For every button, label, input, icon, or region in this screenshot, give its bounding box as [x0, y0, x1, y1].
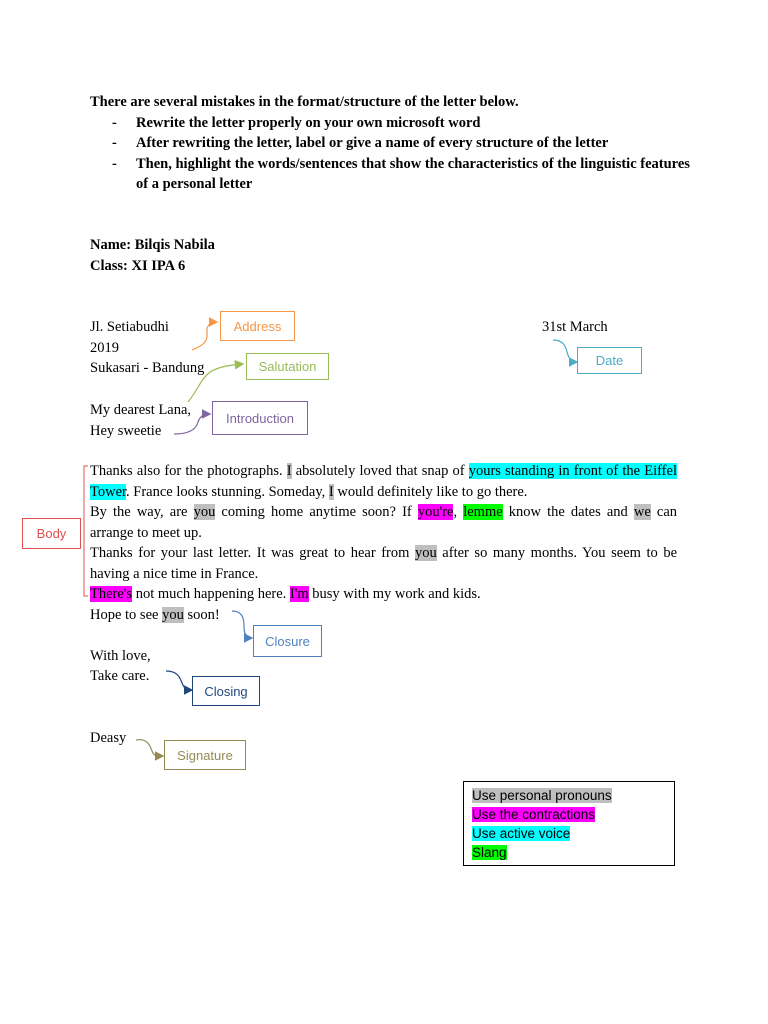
bullet: - — [112, 156, 117, 172]
legend-item — [472, 824, 666, 843]
student-name: Name: Bilqis Nabila — [90, 237, 215, 253]
signature: Deasy — [90, 730, 127, 746]
salutation-line: Hey sweetie — [90, 423, 162, 439]
letter-date: 31st March — [542, 319, 608, 335]
body-paragraph — [90, 605, 677, 626]
instruction-item — [90, 154, 690, 194]
legend-text: Use active voice — [472, 826, 571, 841]
pronoun-highlight: you — [193, 504, 216, 520]
legend-text: Slang — [472, 845, 507, 860]
salutation-line: My dearest Lana, — [90, 402, 192, 418]
label-salutation: Salutation — [246, 353, 329, 380]
text-run: after so many months. You seem to be having a nice time in France. — [90, 545, 678, 582]
text-run: absolutely loved that snap of — [291, 463, 469, 479]
pronoun-highlight: you — [414, 545, 437, 561]
legend-text: Use personal pronouns — [472, 788, 612, 803]
text-run: Thanks for your last letter. It was great to hear from — [90, 545, 415, 561]
contraction-highlight: you're — [417, 504, 454, 520]
contraction-highlight: There's — [90, 586, 133, 602]
highlight-legend — [463, 781, 675, 866]
legend-item — [472, 843, 666, 862]
instruction-item — [90, 133, 690, 153]
address-line: 2019 — [90, 340, 119, 356]
pronoun-highlight: I — [328, 483, 334, 500]
slang-highlight: lemme — [463, 504, 503, 520]
label-signature: Signature — [164, 740, 246, 770]
closing-arrow — [166, 671, 191, 690]
label-date: Date — [577, 347, 642, 374]
address-line: Jl. Setiabudhi — [90, 319, 169, 335]
address-line: Sukasari - Bandung — [90, 360, 205, 376]
text-run: busy with my work and kids. — [308, 586, 481, 602]
text-run: know the dates and — [502, 504, 634, 520]
label-body: Body — [22, 518, 81, 549]
body-paragraph — [90, 584, 677, 605]
instruction-text: After rewriting the letter, label or give a name of every structure of the letter — [136, 135, 609, 151]
address-arrow — [192, 322, 216, 350]
text-run: not much happening here. — [132, 586, 290, 602]
text-run: , — [453, 504, 464, 520]
instructions-heading: There are several mistakes in the format/structure of the letter below. — [90, 94, 519, 110]
instruction-item — [90, 113, 690, 133]
body-bracket — [84, 466, 88, 596]
closing-line: With love, — [90, 648, 151, 664]
label-address: Address — [220, 311, 295, 341]
active-voice-highlight: yours standing in front of the Eiffel Tower — [90, 463, 677, 500]
legend-item — [472, 805, 666, 824]
text-run: would definitely like to go there. — [333, 483, 528, 500]
text-run: By the way, are — [90, 504, 194, 520]
body-paragraph — [90, 502, 677, 543]
text-run: soon! — [183, 607, 220, 623]
body-paragraph — [90, 461, 677, 502]
student-class: Class: XI IPA 6 — [90, 258, 186, 274]
pronoun-highlight: you — [162, 607, 184, 623]
closing-line: Take care. — [90, 668, 150, 684]
label-closing: Closing — [192, 676, 260, 706]
text-run: Hope to see — [90, 607, 163, 623]
legend-item — [472, 786, 666, 805]
bullet: - — [112, 115, 117, 131]
text-run: Thanks also for the photographs. — [90, 463, 287, 479]
text-run: . France looks stunning. Someday, — [126, 483, 329, 500]
pronoun-highlight: we — [633, 504, 651, 520]
text-run: can arrange to meet up. — [90, 504, 678, 541]
bullet: - — [112, 135, 117, 151]
body-paragraph — [90, 543, 677, 584]
signature-arrow — [136, 740, 162, 756]
instruction-text: Rewrite the letter properly on your own microsoft word — [136, 115, 481, 131]
contraction-highlight: I'm — [289, 586, 309, 602]
label-closure: Closure — [253, 625, 322, 657]
pronoun-highlight: I — [286, 463, 292, 479]
legend-text: Use the contractions — [472, 807, 596, 822]
text-run: coming home anytime soon? If — [215, 504, 418, 520]
label-introduction: Introduction — [212, 401, 308, 435]
instruction-text: Then, highlight the words/sentences that show the characteristics of the linguistic features of a personal letter — [136, 156, 690, 192]
date-arrow — [553, 340, 576, 362]
